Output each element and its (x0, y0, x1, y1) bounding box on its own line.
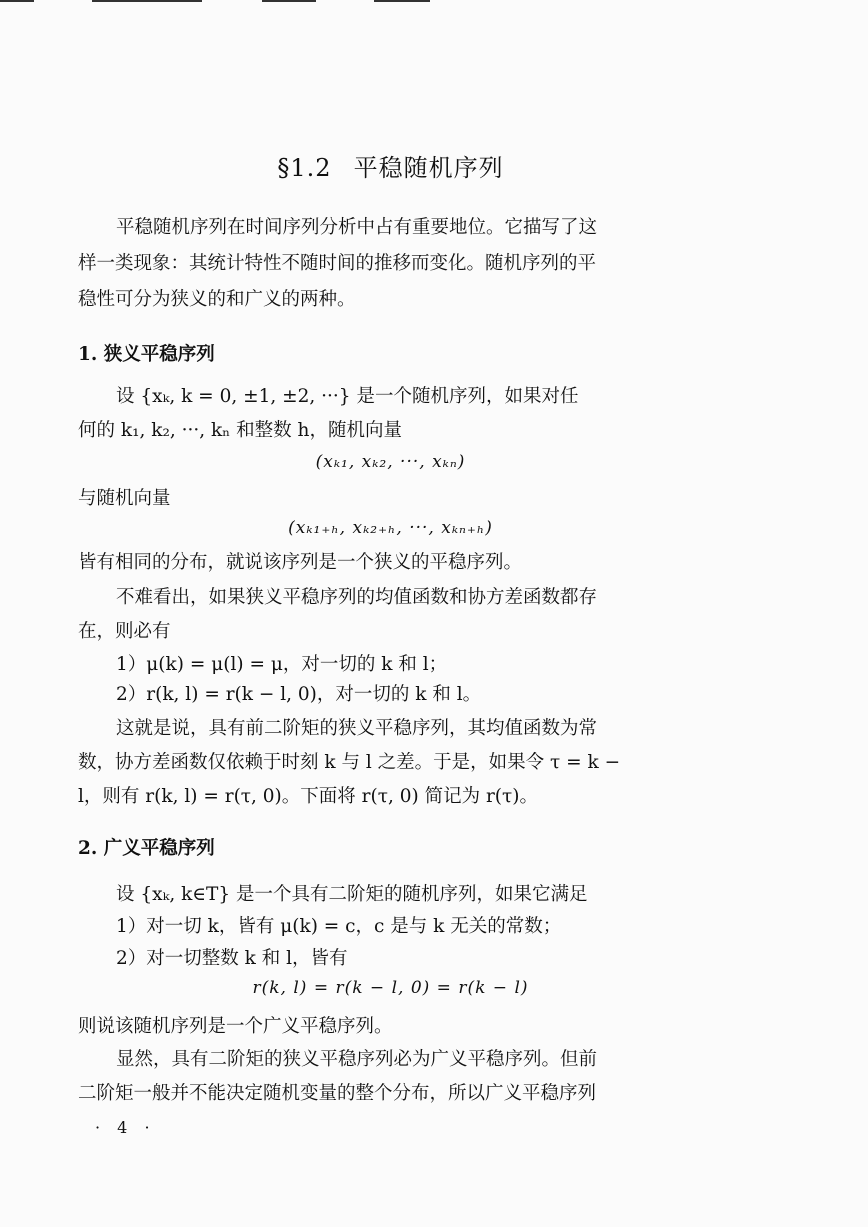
vector-formula-1: (xₖ₁, xₖ₂, ···, xₖₙ) (315, 452, 466, 472)
wide-condition-1: 1）对一切 k，皆有 μ(k) = c，c 是与 k 无关的常数； (116, 916, 562, 937)
strict-condition-1: 1）μ(k) = μ(l) = μ，对一切的 k 和 l； (116, 654, 448, 675)
intro-line-3: 稳性可分为狭义的和广义的两种。 (78, 289, 356, 310)
page-number: · 4 · (95, 1118, 156, 1137)
intro-line-1: 平稳随机序列在时间序列分析中占有重要地位。它描写了这 (116, 217, 598, 238)
strict-summary-line-3: l，则有 r(k, l) = r(τ, 0)。下面将 r(τ, 0) 简记为 r(τ)。 (78, 786, 538, 807)
vector-formula-2: (xₖ₁₊ₕ, xₖ₂₊ₕ, ···, xₖₙ₊ₕ) (288, 518, 493, 538)
strict-condition-2: 2）r(k, l) = r(k − l, 0)，对一切的 k 和 l。 (116, 684, 482, 705)
wide-def-line: 设 {xₖ, k∈T} 是一个具有二阶矩的随机序列，如果它满足 (116, 884, 588, 905)
top-rule-3 (262, 0, 316, 2)
strict-summary-line-2: 数，协方差函数仅依赖于时刻 k 与 l 之差。于是，如果令 τ = k − (78, 752, 621, 773)
wide-final-line-1: 显然，具有二阶矩的狭义平稳序列必为广义平稳序列。但前 (116, 1049, 598, 1070)
top-rule-2 (92, 0, 202, 2)
section-title (78, 148, 703, 183)
strict-def-line-2: 何的 k₁, k₂, ···, kₙ 和整数 h，随机向量 (78, 420, 402, 441)
wide-formula: r(k, l) = r(k − l, 0) = r(k − l) (252, 978, 529, 998)
wide-conclusion: 则说该随机序列是一个广义平稳序列。 (78, 1016, 393, 1037)
strict-heading: 1. 狭义平稳序列 (78, 344, 215, 365)
strict-def-line-1: 设 {xₖ, k = 0, ±1, ±2, ···} 是一个随机序列，如果对任 (116, 386, 579, 407)
top-rule-1 (0, 0, 34, 2)
strict-conclusion: 皆有相同的分布，就说该序列是一个狭义的平稳序列。 (78, 552, 523, 573)
with-vector-text: 与随机向量 (78, 488, 171, 509)
wide-final-line-2: 二阶矩一般并不能决定随机变量的整个分布，所以广义平稳序列 (78, 1083, 597, 1104)
section-title-text: 平稳随机序列 (353, 154, 504, 182)
wide-condition-2: 2）对一切整数 k 和 l，皆有 (116, 948, 348, 969)
strict-note-line-2: 在，则必有 (78, 621, 171, 642)
wide-heading: 2. 广义平稳序列 (78, 838, 215, 859)
strict-note-line-1: 不难看出，如果狭义平稳序列的均值函数和协方差函数都存 (116, 587, 598, 608)
strict-summary-line-1: 这就是说，具有前二阶矩的狭义平稳序列，其均值函数为常 (116, 718, 598, 739)
top-rule-4 (374, 0, 430, 2)
intro-line-2: 样一类现象：其统计特性不随时间的推移而变化。随机序列的平 (78, 253, 597, 274)
section-number: §1.2 (277, 154, 332, 182)
